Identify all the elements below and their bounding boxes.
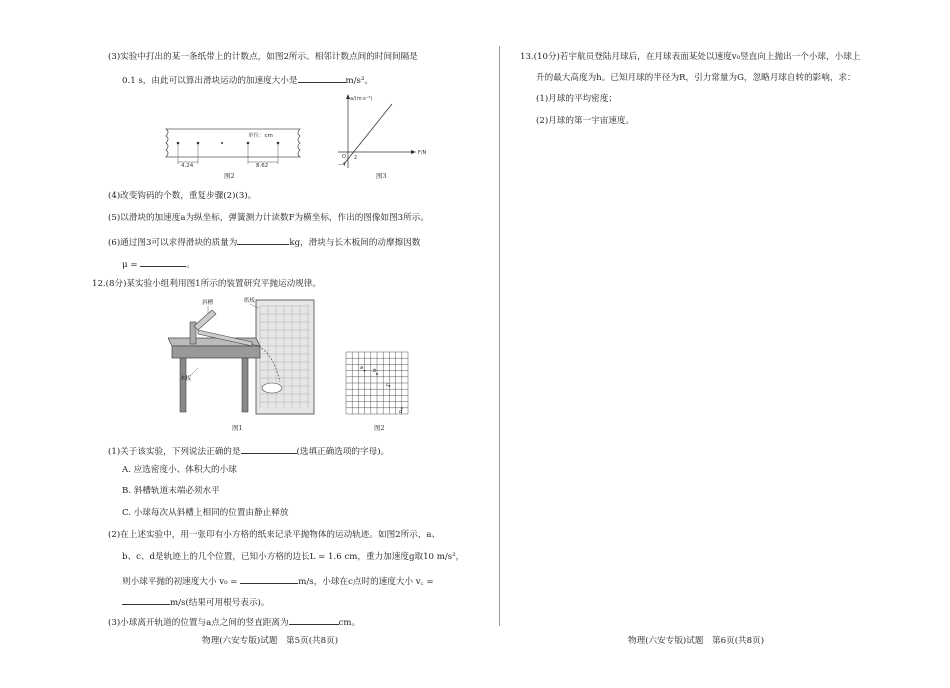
fig3-x-mark: 2 xyxy=(354,155,358,161)
c-velocity-blank[interactable] xyxy=(122,595,170,605)
grid-point-d: d xyxy=(399,409,403,415)
q12-part1-text: (1)关于该实验，下列说法正确的是 xyxy=(108,447,241,457)
q12-title: 12.(8分)某实验小组利用图1所示的装置研究平抛运动规律。 xyxy=(92,279,321,289)
option-a: A. 应选密度小、体积大的小球 xyxy=(122,465,237,475)
fig3-caption: 图3 xyxy=(376,172,387,180)
fig1-paper-label: 纸板 xyxy=(244,298,256,304)
fig2-segment-1: 4.24 xyxy=(181,163,194,169)
fig3-origin: O xyxy=(342,154,346,160)
fig2-caption: 图2 xyxy=(224,172,235,180)
q13-part1: (1)月球的平均密度； xyxy=(536,94,617,104)
initial-velocity-blank[interactable] xyxy=(240,574,298,584)
q12-part1-post: (选填正确选项的字母)。 xyxy=(296,447,390,457)
q11-4: (4)改变钩码的个数，重复步骤(2)(3)。 xyxy=(108,191,257,201)
fig2-grid-caption: 图2 xyxy=(374,424,385,432)
fig3-x-label: F/N xyxy=(418,150,427,156)
fig2-unit-label: 单位：cm xyxy=(248,133,273,139)
acceleration-answer-blank[interactable] xyxy=(298,73,346,83)
q12-part3-text: (3)小球离开轨道的位置与a点之间的竖直距离为 xyxy=(108,618,289,628)
q12-part2-line3 xyxy=(122,574,434,588)
option-answer-blank[interactable] xyxy=(241,444,297,454)
q11-3-line2-text: 0.1 s，由此可以算出滑块运动的加速度大小是 xyxy=(122,76,298,86)
q12-part2-line4-text: m/s(结果可用根号表示)。 xyxy=(170,598,270,608)
q11-6-end: 。 xyxy=(186,260,195,270)
q13-line2: 升的最大高度为h。已知月球的半径为R，引力常量为G，忽略月球自转的影响，求： xyxy=(536,73,856,83)
fig1-caption: 图1 xyxy=(232,424,243,432)
q11-6-line2 xyxy=(122,257,195,271)
q11-3-unit: m/s²。 xyxy=(345,76,373,86)
vc-label: m/s，小球在c点时的速度大小 v꜀ = xyxy=(298,577,434,587)
figure-2-grid xyxy=(344,350,410,420)
q12-part2-line1: (2)在上述实验中，用一张印有小方格的纸来记录平抛物体的运动轨迹。如图2所示，a、 xyxy=(108,530,441,540)
fig3-y-label: a/(m·s⁻²) xyxy=(350,96,373,102)
q12-part2-line4 xyxy=(122,595,270,609)
right-page xyxy=(500,0,950,688)
option-b: B. 斜槽轨道末端必须水平 xyxy=(122,486,220,496)
q11-3-line1: (3)实验中打出的某一条纸带上的计数点，如图2所示。相邻计数点间的时间间隔是 xyxy=(108,52,418,62)
figure-3-graph xyxy=(330,92,430,172)
q11-3-line2 xyxy=(122,73,373,87)
figure-2-paper-tape xyxy=(160,126,310,170)
q13-line1: 13.(10分)若宇航员登陆月球后，在月球表面某处以速度v₀竖直向上抛出一个小球，小球上 xyxy=(520,52,861,62)
q11-6-text-post: kg，滑块与长木板间的动摩擦因数 xyxy=(289,238,421,248)
q12-part3-unit: cm。 xyxy=(338,618,361,628)
grid-point-c: c xyxy=(386,382,389,388)
q11-6-text: (6)通过图3可以求得滑块的质量为 xyxy=(108,238,238,248)
q12-part1 xyxy=(108,444,389,458)
q11-6-line1 xyxy=(108,235,420,249)
q13-part2: (2)月球的第一宇宙速度。 xyxy=(536,116,635,126)
fig1-board-label: 木板 xyxy=(180,376,192,382)
q12-part3 xyxy=(108,615,360,629)
q11-5: (5)以滑块的加速度a为纵坐标，弹簧测力计读数F为横坐标，作出的图像如图3所示。 xyxy=(108,213,429,223)
vertical-distance-blank[interactable] xyxy=(289,615,339,625)
left-page-footer: 物理(六安专版)试题 第5页(共8页) xyxy=(202,636,339,646)
figure-1-apparatus xyxy=(168,296,318,418)
fig3-y-mark: −4 xyxy=(338,162,346,168)
fig1-chute-label: 斜槽 xyxy=(202,300,214,306)
mass-answer-blank[interactable] xyxy=(237,235,289,245)
fig2-segment-2: 8.62 xyxy=(256,163,269,169)
grid-point-a: a xyxy=(360,365,364,371)
v0-label: 则小球平抛的初速度大小 v₀ = xyxy=(122,577,238,587)
q12-part2-line2: b、c、d是轨迹上的几个位置，已知小方格的边长L = 1.6 cm，重力加速度g取10 m/s²， xyxy=(122,552,465,562)
mu-label: μ = xyxy=(122,260,138,270)
grid-point-b: b xyxy=(373,368,377,374)
right-page-footer: 物理(六安专版)试题 第6页(共8页) xyxy=(628,636,765,646)
option-c: C. 小球每次从斜槽上相同的位置由静止释放 xyxy=(122,508,289,518)
friction-coefficient-blank[interactable] xyxy=(140,257,186,267)
